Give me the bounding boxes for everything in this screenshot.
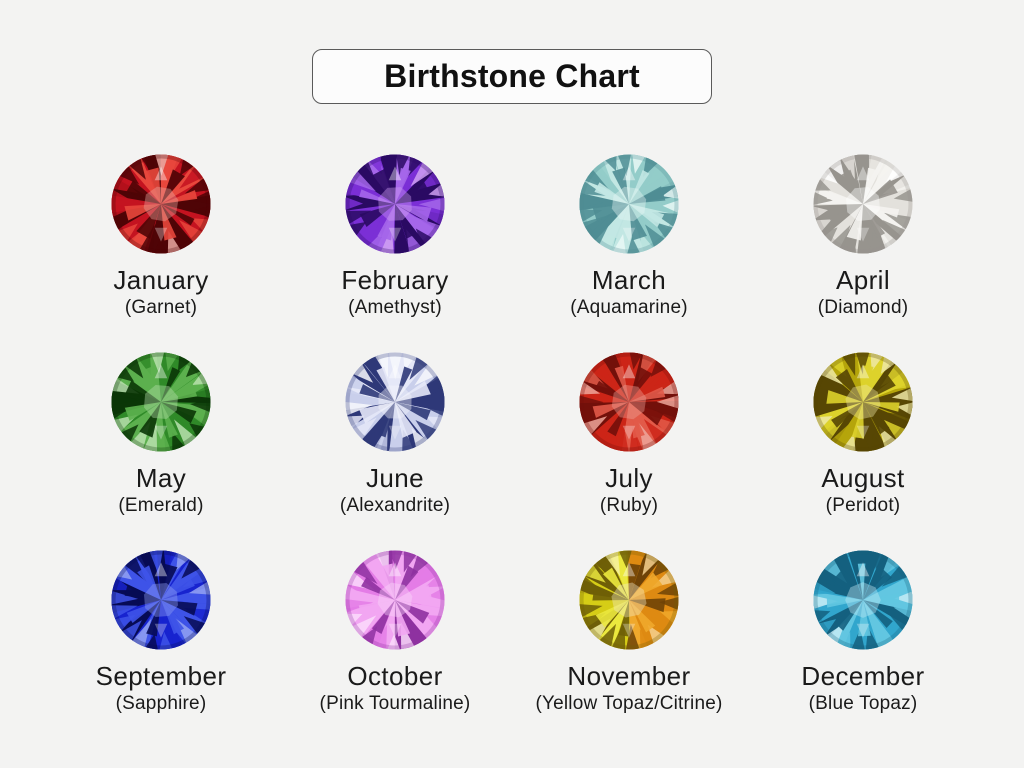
stone-name-label: (Peridot) [825, 494, 901, 516]
gem-image-march [575, 150, 683, 258]
month-label: December [801, 661, 925, 691]
stone-cell-december [746, 546, 980, 718]
gem-image-february [341, 150, 449, 258]
stone-cell-june [278, 348, 512, 520]
month-label: October [347, 661, 443, 691]
gem-image-november [575, 546, 683, 654]
stone-cell-march [512, 150, 746, 322]
stone-cell-january [44, 150, 278, 322]
stone-name-label: (Ruby) [599, 494, 659, 516]
month-label: May [135, 463, 187, 493]
gem-image-june [341, 348, 449, 456]
month-label: June [366, 463, 424, 493]
chart-title: Birthstone Chart [384, 58, 640, 94]
stone-name-label: (Garnet) [124, 296, 198, 318]
stone-name-label: (Yellow Topaz/Citrine) [535, 692, 723, 714]
stone-cell-april [746, 150, 980, 322]
stone-name-label: (Alexandrite) [339, 494, 451, 516]
stone-cell-november [512, 546, 746, 718]
stone-name-label: (Aquamarine) [570, 296, 688, 318]
stone-name-label: (Diamond) [817, 296, 909, 318]
stone-cell-august [746, 348, 980, 520]
stone-cell-may [44, 348, 278, 520]
stone-name-label: (Amethyst) [348, 296, 442, 318]
month-label: January [113, 265, 209, 295]
month-label: March [591, 265, 667, 295]
stone-name-label: (Sapphire) [115, 692, 207, 714]
stone-grid [44, 150, 980, 718]
gem-image-january [107, 150, 215, 258]
stone-name-label: (Blue Topaz) [808, 692, 918, 714]
gem-image-may [107, 348, 215, 456]
gem-image-october [341, 546, 449, 654]
chart-title-box [312, 49, 712, 104]
stone-cell-february [278, 150, 512, 322]
gem-image-april [809, 150, 917, 258]
gem-image-december [809, 546, 917, 654]
stone-cell-october [278, 546, 512, 718]
stone-name-label: (Emerald) [118, 494, 204, 516]
stone-cell-september [44, 546, 278, 718]
gem-image-september [107, 546, 215, 654]
month-label: February [341, 265, 449, 295]
gem-image-august [809, 348, 917, 456]
month-label: November [567, 661, 691, 691]
stone-name-label: (Pink Tourmaline) [319, 692, 471, 714]
month-label: August [821, 463, 905, 493]
stone-cell-july [512, 348, 746, 520]
gem-image-july [575, 348, 683, 456]
month-label: July [605, 463, 653, 493]
month-label: September [95, 661, 227, 691]
month-label: April [835, 265, 890, 295]
